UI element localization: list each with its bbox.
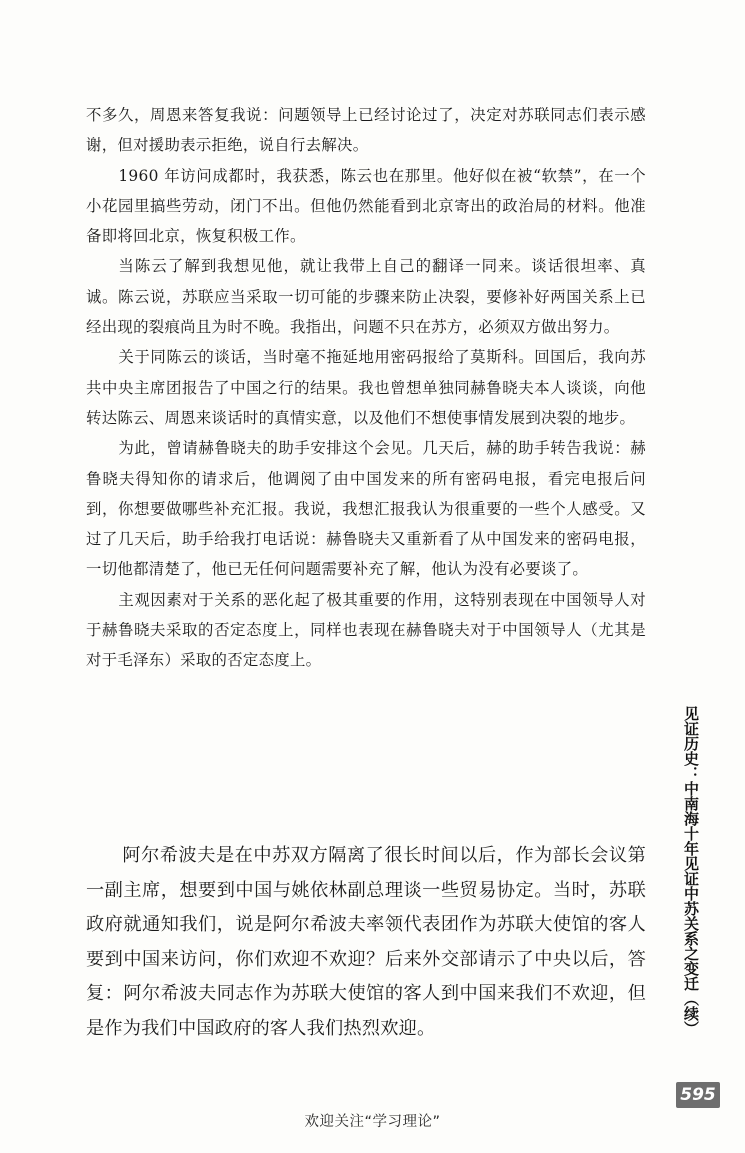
quote-paragraph-1: 不多久，周恩来答复我说：问题领导上已经讨论过了，决定对苏联同志们表示感谢，但对援助表示拒绝，说自行去解决。: [86, 106, 646, 155]
page-number-badge: 595: [676, 1082, 720, 1108]
quote-paragraph-5: 为此，曾请赫鲁晓夫的助手安排这个会见。几天后，赫的助手转告我说：赫鲁晓夫得知你的请求后，他调阅了由中国发来的所有密码电报，看完电报后问到，你想要做哪些补充汇报。我说，我想汇报我认为很重要的一些个人感受。又过了几天后，助手给我打电话说：赫鲁晓夫又重新看了从中国发来的密码电报，一切他都清楚了，他已无任何问题需要补充了解，他认为没有必要谈了。: [86, 439, 646, 579]
footer-caption: 欢迎关注“学习理论”: [304, 1114, 441, 1130]
main-body-text: [86, 839, 646, 1047]
vertical-chapter-title: 见证历史：中南海十年见证中苏关系之变迁（续）: [682, 706, 700, 1036]
quote-paragraph-4: 关于同陈云的谈话，当时毫不拖延地用密码报给了莫斯科。回国后，我向苏共中央主席团报告了中国之行的结果。我也曾想单独同赫鲁晓夫本人谈谈，向他转达陈云、周恩来谈话时的真情实意，以及他们不想使事情发展到决裂的地步。: [86, 348, 646, 427]
quote-paragraph-3: 当陈云了解到我想见他，就让我带上自己的翻译一同来。谈话很坦率、真诚。陈云说，苏联应当采取一切可能的步骤来防止决裂，要修补好两国关系上已经出现的裂痕尚且为时不晚。我指出，问题不只在苏方，必须双方做出努力。: [86, 257, 646, 337]
quote-paragraph-6: 主观因素对于关系的恶化起了极其重要的作用，这特别表现在中国领导人对于赫鲁晓夫采取的否定态度上，同样也表现在赫鲁晓夫对于中国领导人（尤其是对于毛泽东）采取的否定态度上。: [86, 590, 646, 670]
main-paragraph: 阿尔希波夫是在中苏双方隔离了很长时间以后，作为部长会议第一副主席，想要到中国与姚依林副总理谈一些贸易协定。当时，苏联政府就通知我们，说是阿尔希波夫率领代表团作为苏联大使馆的客人要到中国来访问，你们欢迎不欢迎？后来外交部请示了中央以后，答复：阿尔希波夫同志作为苏联大使馆的客人到中国来我们不欢迎，但是作为我们中国政府的客人我们热烈欢迎。: [86, 845, 646, 1039]
quoted-memoir-excerpt: [86, 100, 646, 676]
quote-paragraph-2: 1960 年访问成都时，我获悉，陈云也在那里。他好似在被“软禁”，在一个小花园里搞些劳动，闭门不出。但他仍然能看到北京寄出的政治局的材料。他准备即将回北京，恢复积极工作。: [86, 166, 646, 246]
